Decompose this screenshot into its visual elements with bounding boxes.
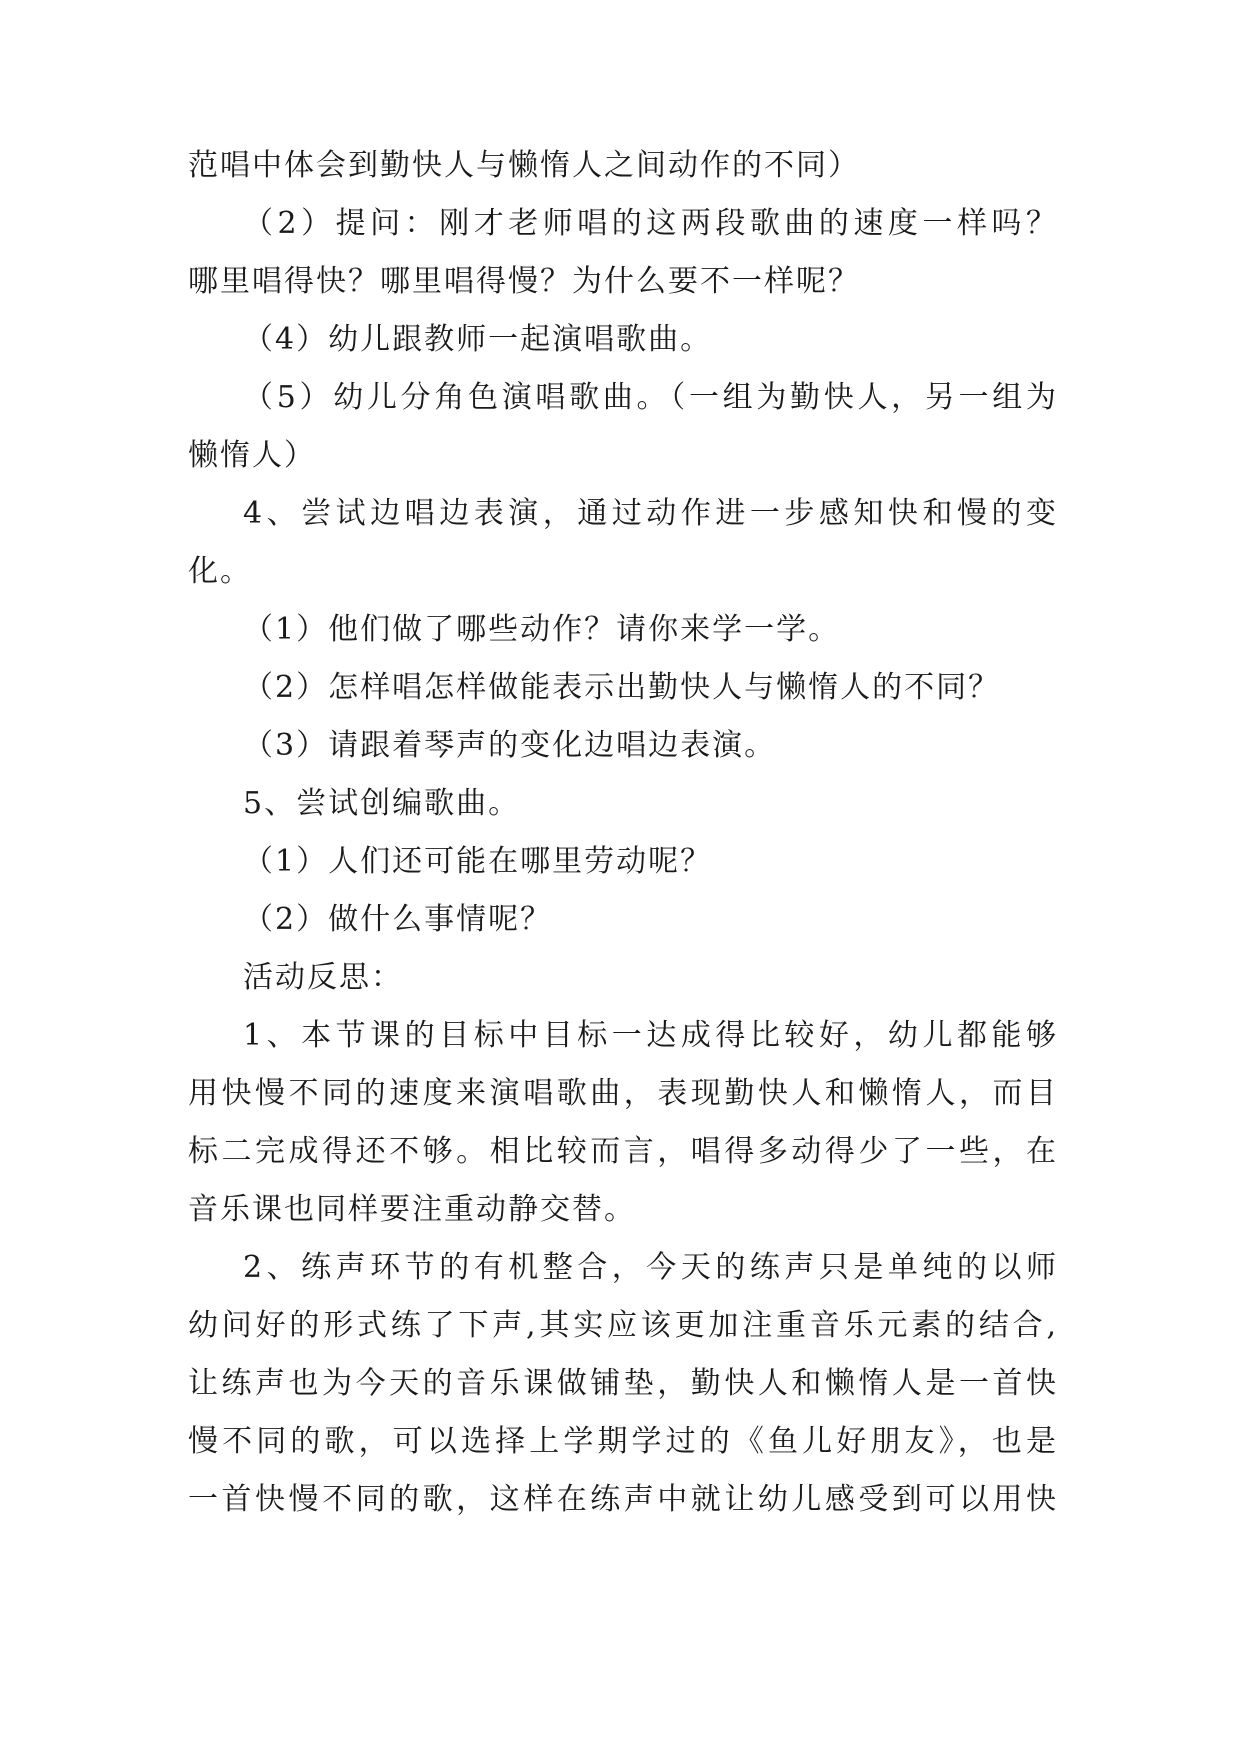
text-line: 用快慢不同的速度来演唱歌曲，表现勤快人和懒惰人，而目 xyxy=(188,1076,1058,1111)
text-line: 懒惰人） xyxy=(188,438,316,473)
text-line: 音乐课也同样要注重动静交替。 xyxy=(188,1192,636,1227)
text-line: 一首快慢不同的歌，这样在练声中就让幼儿感受到可以用快 xyxy=(188,1482,1058,1517)
text-line: （5）幼儿分角色演唱歌曲。（一组为勤快人，另一组为 xyxy=(243,380,1058,415)
text-line: （1）人们还可能在哪里劳动呢？ xyxy=(243,844,713,879)
text-line: 哪里唱得快？哪里唱得慢？为什么要不一样呢？ xyxy=(188,264,860,299)
text-line: 标二完成得还不够。相比较而言，唱得多动得少了一些，在 xyxy=(188,1134,1058,1169)
text-line: 2、练声环节的有机整合，今天的练声只是单纯的以师 xyxy=(243,1250,1058,1285)
text-line: （3）请跟着琴声的变化边唱边表演。 xyxy=(243,728,777,763)
text-line: 让练声也为今天的音乐课做铺垫，勤快人和懒惰人是一首快 xyxy=(188,1366,1058,1401)
text-line: 慢不同的歌，可以选择上学期学过的《鱼儿好朋友》，也是 xyxy=(188,1424,1058,1459)
text-line: （4）幼儿跟教师一起演唱歌曲。 xyxy=(243,322,713,357)
text-line: 化。 xyxy=(188,554,252,589)
section-heading: 活动反思： xyxy=(243,960,403,995)
text-line: （2）怎样唱怎样做能表示出勤快人与懒惰人的不同？ xyxy=(243,670,1001,705)
text-line: 范唱中体会到勤快人与懒惰人之间动作的不同） xyxy=(188,148,860,183)
text-line: 1、本节课的目标中目标一达成得比较好，幼儿都能够 xyxy=(243,1018,1058,1053)
text-line: 4、尝试边唱边表演，通过动作进一步感知快和慢的变 xyxy=(243,496,1058,531)
text-line: 5、尝试创编歌曲。 xyxy=(243,786,521,821)
text-line: （2）提问：刚才老师唱的这两段歌曲的速度一样吗？ xyxy=(243,206,1058,241)
text-line: （2）做什么事情呢？ xyxy=(243,902,553,937)
text-line: （1）他们做了哪些动作？请你来学一学。 xyxy=(243,612,841,647)
text-line: 幼问好的形式练了下声,其实应该更加注重音乐元素的结合, xyxy=(188,1308,1058,1343)
